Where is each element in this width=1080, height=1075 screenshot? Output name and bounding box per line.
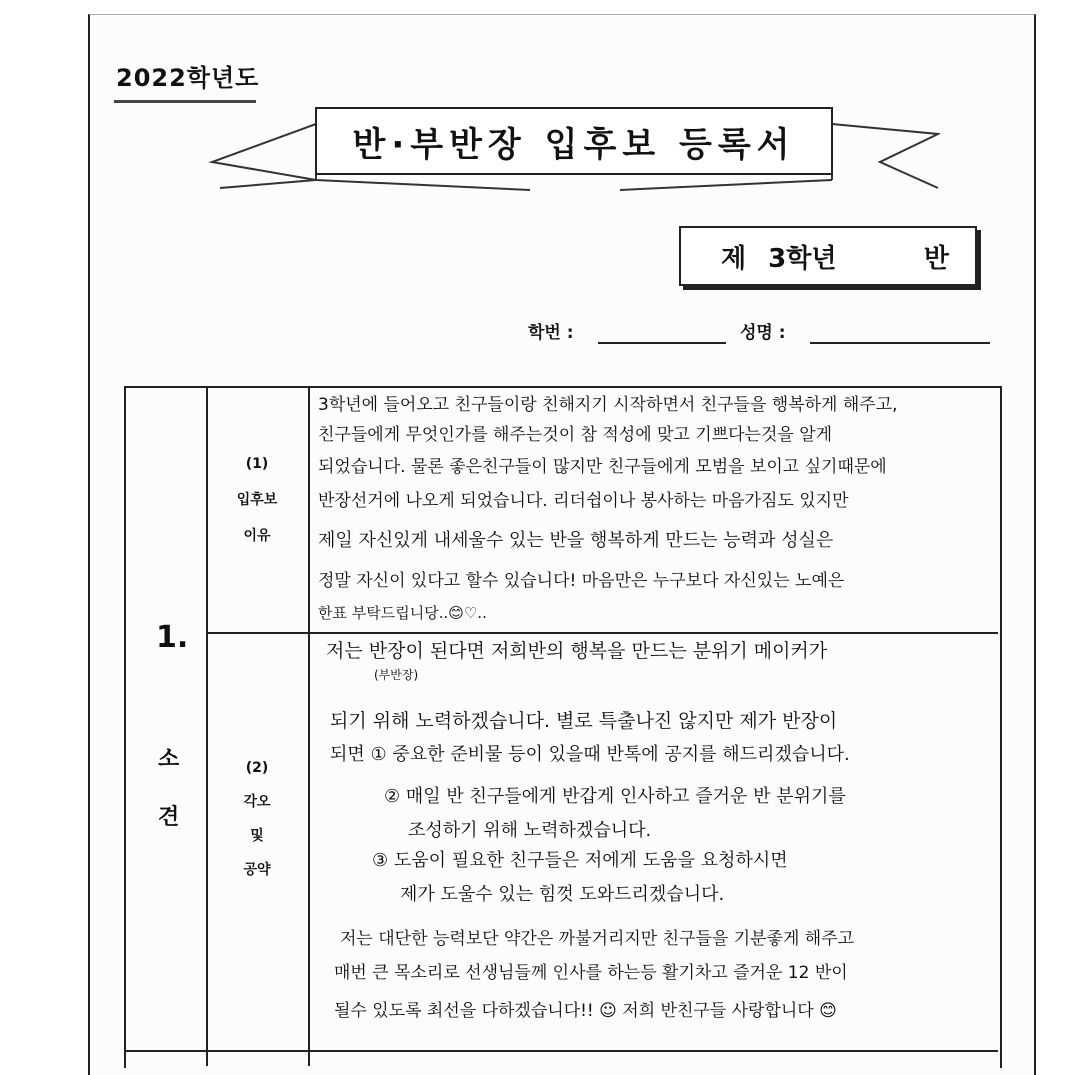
pledge-label-2: 및 xyxy=(250,828,264,844)
name-label: 성명 : xyxy=(740,323,786,343)
section-title-1: 소 xyxy=(158,747,180,772)
reason-line: 반장선거에 나오게 되었습니다. 리더쉽이나 봉사하는 마음가짐도 있지만 xyxy=(318,491,849,511)
reason-line: 되었습니다. 물론 좋은친구들이 많지만 친구들에게 모범을 보이고 싶기때문에 xyxy=(318,457,887,477)
school-year: 2022학년도 xyxy=(116,64,260,92)
pledge-line: ③ 도움이 필요한 친구들은 저에게 도움을 요청하시면 xyxy=(372,850,788,871)
reason-number: (1) xyxy=(245,456,269,472)
student-id-label: 학번 : xyxy=(528,323,574,343)
reason-label-1: 입후보 xyxy=(236,492,278,508)
pledge-line: 조성하기 위해 노력하겠습니다. xyxy=(408,820,652,841)
pledge-line: 저는 대단한 능력보단 약간은 까불거리지만 친구들을 기분좋게 해주고 xyxy=(340,929,855,949)
pledge-line: 되기 위해 노력하겠습니다. 별로 특출나진 않지만 제가 반장이 xyxy=(330,710,838,732)
reason-line: 정말 자신이 있다고 할수 있습니다! 마음만은 누구보다 자신있는 노예은 xyxy=(318,571,845,591)
class-prefix: 제 xyxy=(721,243,747,274)
reason-label-2: 이유 xyxy=(243,528,271,544)
form-title: 반·부반장 입후보 등록서 xyxy=(352,124,796,165)
student-id-field[interactable] xyxy=(598,342,726,344)
pledge-label-3: 공약 xyxy=(243,862,271,878)
reason-line: 한표 부탁드립니당..😊♡.. xyxy=(318,604,487,622)
pledge-line: ② 매일 반 친구들에게 반갑게 인사하고 즐거운 반 분위기를 xyxy=(384,786,846,807)
class-grade: 3학년 xyxy=(768,243,837,274)
pledge-number: (2) xyxy=(245,760,269,776)
pledge-line: 되면 ① 중요한 준비물 등이 있을때 반톡에 공지를 해드리겠습니다. xyxy=(330,744,850,765)
pledge-line: 매번 큰 목소리로 선생님들께 인사를 하는등 활기차고 즐거운 12 반이 xyxy=(334,963,848,983)
name-field[interactable] xyxy=(810,342,990,344)
pledge-label-1: 각오 xyxy=(243,794,271,810)
pledge-line: 저는 반장이 된다면 저희반의 행복을 만드는 분위기 메이커가 xyxy=(326,640,828,662)
class-info-box xyxy=(679,226,977,286)
class-suffix: 반 xyxy=(923,243,949,274)
reason-line: 친구들에게 무엇인가를 해주는것이 참 적성에 맞고 기쁘다는것을 알게 xyxy=(318,425,833,445)
table-divider-2 xyxy=(308,386,310,1066)
table-bottom-rule xyxy=(124,1050,998,1052)
section-number: 1. xyxy=(156,620,189,655)
pledge-line: 될수 있도록 최선을 다하겠습니다!! ☺ 저희 반친구들 사랑합니다 😊 xyxy=(334,1001,837,1021)
pledge-line: 제가 도울수 있는 힘껏 도와드리겠습니다. xyxy=(400,884,725,905)
pledge-note: (부반장) xyxy=(374,668,419,682)
reason-line: 3학년에 들어오고 친구들이랑 친해지기 시작하면서 친구들을 행복하게 해주고, xyxy=(318,395,898,415)
reason-line: 제일 자신있게 내세울수 있는 반을 행복하게 만드는 능력과 성실은 xyxy=(318,530,834,551)
section-title-2: 견 xyxy=(158,805,180,830)
row-divider xyxy=(206,632,998,634)
